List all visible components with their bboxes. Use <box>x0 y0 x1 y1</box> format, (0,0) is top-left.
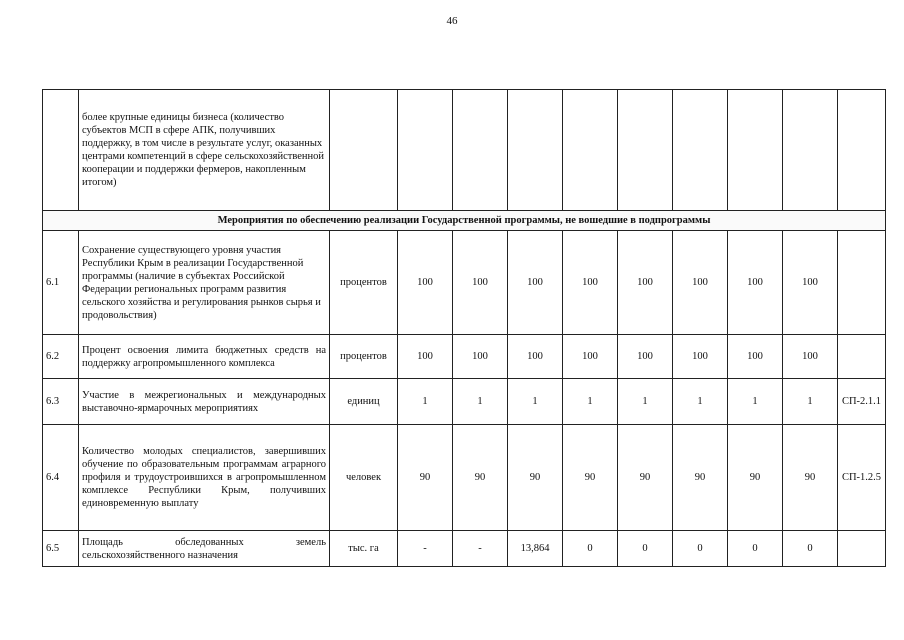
value-cell: 1 <box>398 379 453 425</box>
row-number-cell: 6.4 <box>43 425 79 531</box>
table-row <box>43 335 886 379</box>
value-cell <box>508 90 563 211</box>
value-cell: 100 <box>618 231 673 335</box>
value-cell: 1 <box>783 379 838 425</box>
reference-cell: СП-2.1.1 <box>838 379 886 425</box>
value-cell: 100 <box>563 231 618 335</box>
row-number-cell <box>43 90 79 211</box>
value-cell: 100 <box>453 231 508 335</box>
value-cell: 1 <box>728 379 783 425</box>
value-cell: 1 <box>508 379 563 425</box>
value-cell <box>618 90 673 211</box>
value-cell <box>563 90 618 211</box>
section-title: Мероприятия по обеспечению реализации Государственной программы, не вошедшие в подпрограммы <box>43 211 886 231</box>
row-unit-cell: человек <box>330 425 398 531</box>
reference-cell <box>838 231 886 335</box>
row-description-cell: Процент освоения лимита бюджетных средств на поддержку агропромышленного комплекса <box>79 335 330 379</box>
value-cell: 90 <box>728 425 783 531</box>
row-description-cell: Сохранение существующего уровня участия Республики Крым в реализации Государственной программы (наличие в субъектах Российской Федерации региональных программ развития сельского хозяйства и регулирования рынков сырья и продовольствия) <box>79 231 330 335</box>
page-number: 46 <box>446 15 458 27</box>
value-cell: 100 <box>563 335 618 379</box>
section-heading-row <box>43 211 886 231</box>
value-cell: 1 <box>453 379 508 425</box>
reference-cell <box>838 531 886 567</box>
table-body <box>43 90 886 567</box>
value-cell: 0 <box>618 531 673 567</box>
value-cell: 100 <box>728 335 783 379</box>
reference-cell <box>838 335 886 379</box>
value-cell: - <box>453 531 508 567</box>
value-cell: 0 <box>563 531 618 567</box>
row-unit-cell <box>330 90 398 211</box>
value-cell <box>453 90 508 211</box>
value-cell: 100 <box>673 335 728 379</box>
row-unit-cell: процентов <box>330 335 398 379</box>
row-description-cell: Количество молодых специалистов, завершивших обучение по образовательным программам аграрного профиля и трудоустроившихся в агропромышленном комплексе Республики Крым, получивших единовременную выплату <box>79 425 330 531</box>
value-cell: 13,864 <box>508 531 563 567</box>
value-cell: 90 <box>673 425 728 531</box>
value-cell: 0 <box>783 531 838 567</box>
table-row <box>43 90 886 211</box>
row-unit-cell: процентов <box>330 231 398 335</box>
row-description-cell: Площадь обследованных земель сельскохозяйственного назначения <box>79 531 330 567</box>
row-description-cell: Участие в межрегиональных и международных выставочно-ярмарочных мероприятиях <box>79 379 330 425</box>
value-cell: 100 <box>398 335 453 379</box>
row-description-cell: более крупные единицы бизнеса (количество субъектов МСП в сфере АПК, получивших поддержку, в том числе в результате услуг, оказанных центрами компетенций в сфере сельскохозяйственной кооперации и поддержки фермеров, накопленным итогом) <box>79 90 330 211</box>
value-cell: 100 <box>783 231 838 335</box>
value-cell: 100 <box>508 231 563 335</box>
value-cell: 100 <box>728 231 783 335</box>
value-cell: 100 <box>673 231 728 335</box>
value-cell: 90 <box>453 425 508 531</box>
value-cell: 0 <box>673 531 728 567</box>
value-cell <box>398 90 453 211</box>
value-cell: 1 <box>673 379 728 425</box>
value-cell: 1 <box>563 379 618 425</box>
value-cell: 90 <box>618 425 673 531</box>
value-cell: 100 <box>783 335 838 379</box>
value-cell: 90 <box>508 425 563 531</box>
reference-cell: СП-1.2.5 <box>838 425 886 531</box>
value-cell <box>783 90 838 211</box>
row-unit-cell: тыс. га <box>330 531 398 567</box>
value-cell: - <box>398 531 453 567</box>
row-number-cell: 6.5 <box>43 531 79 567</box>
row-number-cell: 6.1 <box>43 231 79 335</box>
indicators-table <box>42 89 886 567</box>
value-cell: 100 <box>508 335 563 379</box>
value-cell: 0 <box>728 531 783 567</box>
row-unit-cell: единиц <box>330 379 398 425</box>
value-cell <box>673 90 728 211</box>
table-row <box>43 379 886 425</box>
value-cell: 100 <box>618 335 673 379</box>
value-cell: 90 <box>783 425 838 531</box>
value-cell: 1 <box>618 379 673 425</box>
value-cell: 100 <box>398 231 453 335</box>
value-cell: 90 <box>398 425 453 531</box>
value-cell: 100 <box>453 335 508 379</box>
table-row <box>43 425 886 531</box>
table-row <box>43 531 886 567</box>
value-cell <box>728 90 783 211</box>
reference-cell <box>838 90 886 211</box>
row-number-cell: 6.2 <box>43 335 79 379</box>
table-row <box>43 231 886 335</box>
value-cell: 90 <box>563 425 618 531</box>
row-number-cell: 6.3 <box>43 379 79 425</box>
